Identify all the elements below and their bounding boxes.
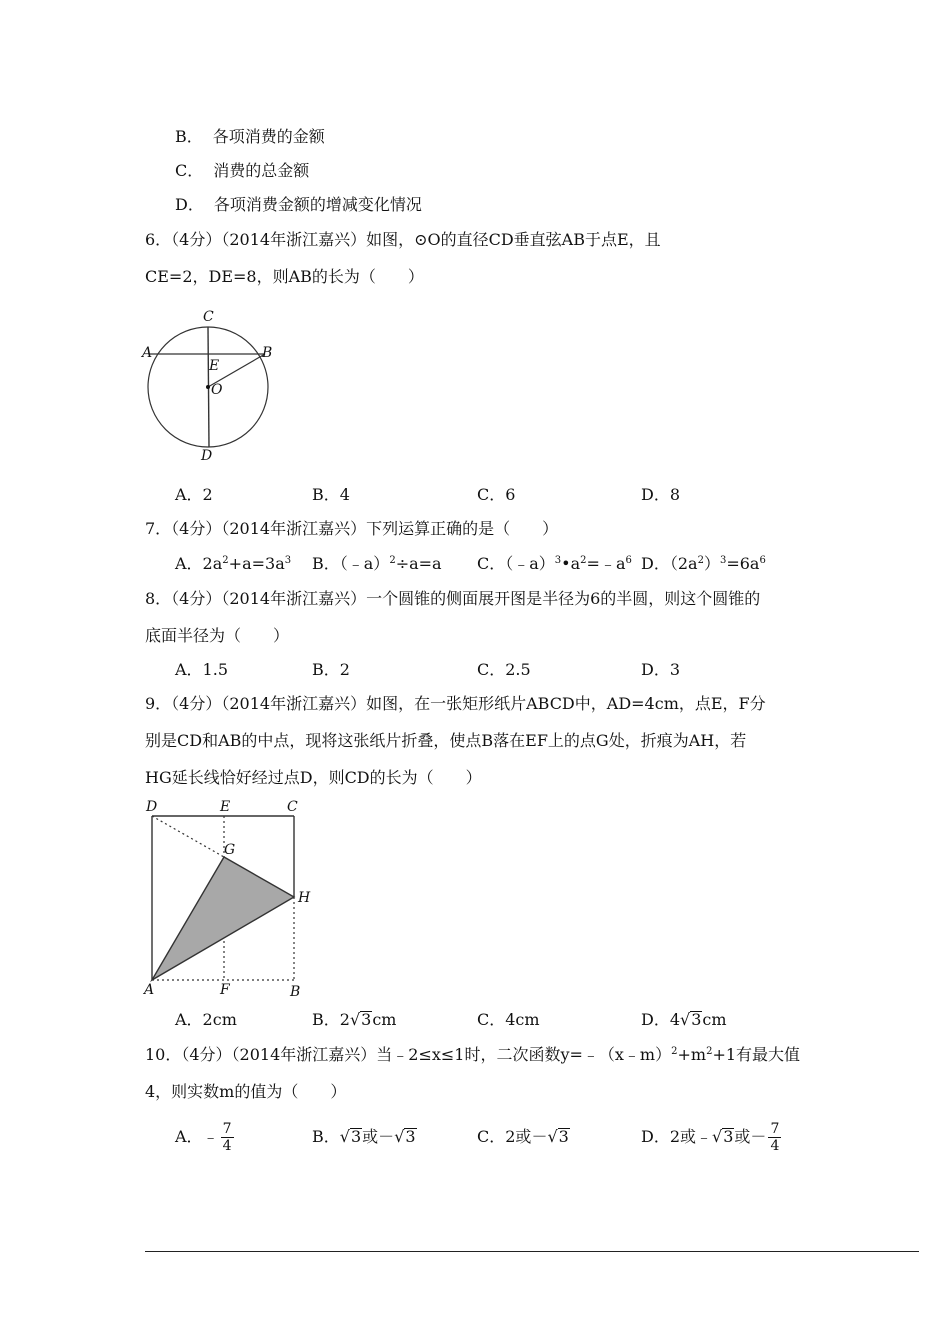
q9-label-g: G [224, 842, 236, 858]
q10-option-c: C．2或－√3 [477, 1127, 569, 1146]
q6-label-b: B [262, 345, 273, 361]
q8-option-c: C．2.5 [477, 660, 531, 679]
q9-option-a: A．2cm [175, 1010, 237, 1029]
q9-option-b: B．2√3cm [312, 1010, 397, 1029]
q9-option-c: C．4cm [477, 1010, 540, 1029]
q10-stem-line1: 10．（4分）（2014年浙江嘉兴）当﹣2≤x≤1时，二次函数$y=﹣(x﹣m)^2+m^2+1$有最大值 [145, 1045, 801, 1064]
q10-option-d: D．2或﹣√3或－ $\frac{7}{4}$ [641, 1121, 780, 1154]
q9-label-f: F [220, 982, 230, 998]
q7-option-d: D．$(2a^2)^3=6a^6$ [641, 554, 766, 573]
q9-label-c: C [287, 799, 298, 815]
q9-stem-line3: HG延长线恰好经过点D，则CD的长为（ ） [145, 768, 482, 787]
q6-option-b: B．4 [312, 485, 350, 504]
q10-option-b: B．√3或－√3 [312, 1127, 416, 1146]
q9-label-a: A [144, 982, 155, 998]
q7-option-a: A．$2a^2+a=3a^3$ [175, 554, 292, 573]
q6-option-a: A．2 [175, 485, 213, 504]
q8-stem-line1: 8．（4分）（2014年浙江嘉兴）一个圆锥的侧面展开图是半径为6的半圆，则这个圆锥的 [145, 589, 761, 608]
q9-stem-line1: 9．（4分）（2014年浙江嘉兴）如图，在一张矩形纸片ABCD中，AD=4cm，点E，F分 [145, 694, 766, 713]
q6-option-c: C．6 [477, 485, 516, 504]
q7-stem: 7．（4分）（2014年浙江嘉兴）下列运算正确的是（ ） [145, 519, 559, 538]
q5-option-d: D． 各项消费金额的增减变化情况 [175, 195, 422, 214]
q6-stem-line1: 6．（4分）（2014年浙江嘉兴）如图，⊙O的直径CD垂直弦AB于点E，且 [145, 230, 661, 249]
q8-option-d: D．3 [641, 660, 681, 679]
q8-stem-line2: 底面半径为（ ） [145, 626, 290, 645]
q6-stem-line2: CE=2，DE=8，则AB的长为（ ） [145, 267, 424, 286]
q9-label-h: H [298, 890, 311, 906]
q10-option-a: A．﹣ $\frac{7}{4}$ [175, 1121, 232, 1154]
q6-option-d: D．8 [641, 485, 681, 504]
q9-label-e: E [220, 799, 231, 815]
q8-option-a: A．1.5 [175, 660, 229, 679]
q6-circle-figure [140, 302, 290, 467]
q9-rectangle-figure [140, 796, 320, 1002]
q8-option-b: B．2 [312, 660, 350, 679]
q9-stem-line2: 别是CD和AB的中点，现将这张纸片折叠，使点B落在EF上的点G处，折痕为AH，若 [145, 731, 747, 750]
q9-label-d: D [146, 799, 158, 815]
q9-option-d: D．4√3cm [641, 1010, 727, 1029]
q6-label-c: C [203, 309, 214, 325]
footer-divider [145, 1251, 919, 1252]
q7-option-b: B．（﹣a）$^2$÷a=a [312, 554, 442, 573]
q6-label-d: D [201, 448, 213, 464]
q5-option-b: B． 各项消费的金额 [175, 127, 325, 146]
q6-label-a: A [142, 345, 153, 361]
q7-option-c: C．$(﹣a)^3•a^2=﹣a^6$ [477, 554, 632, 573]
q9-label-b: B [290, 984, 301, 1000]
q5-option-c: C． 消费的总金额 [175, 161, 310, 180]
q10-stem-line2: 4，则实数m的值为（ ） [145, 1082, 347, 1101]
q6-label-e: E [209, 358, 220, 374]
q6-label-o: O [211, 382, 223, 398]
